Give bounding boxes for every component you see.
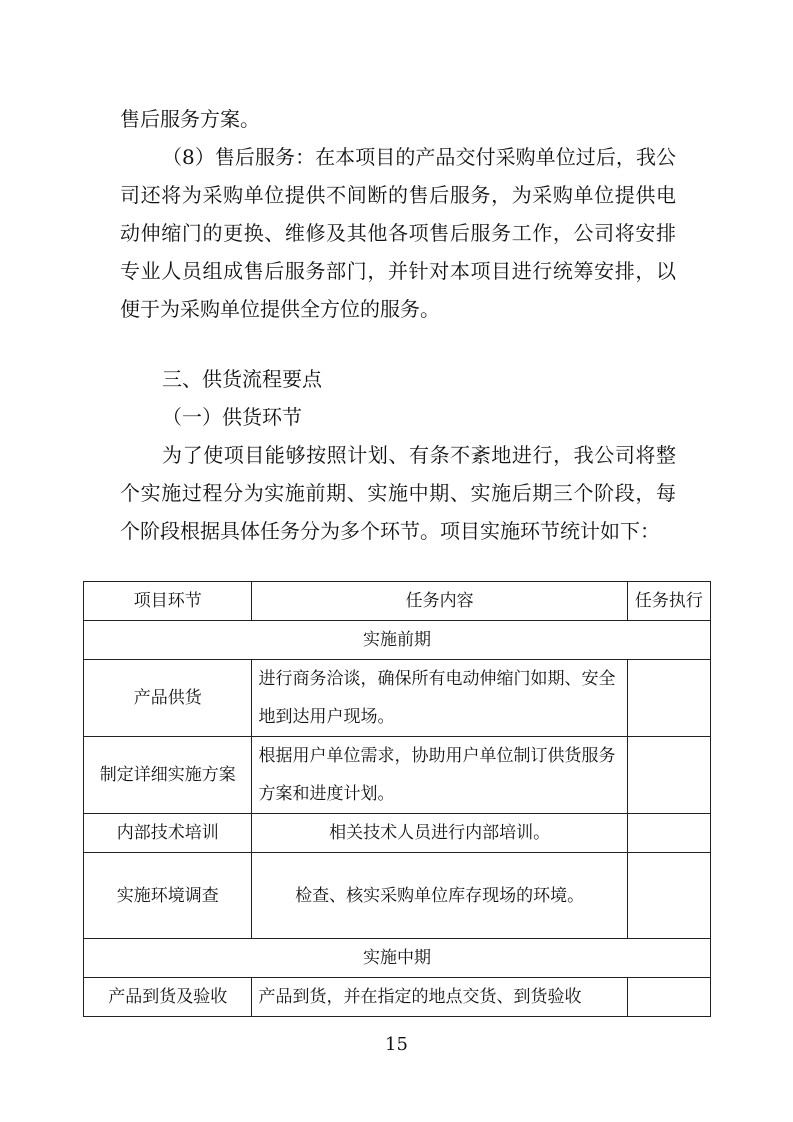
after-sales-paragraph: （8）售后服务：在本项目的产品交付采购单位过后，我公司还将为采购单位提供不间断的售后服务，为采购单位提供电动伸缩门的更换、维修及其他各项售后服务工作，公司将安排专业人员组成售后服务部门，并针对本项目进行统筹安排，以便于为采购单位提供全方位的服务。 xyxy=(120,145,676,321)
table-row xyxy=(84,978,711,1017)
section-heading: 三、供货流程要点 xyxy=(162,367,322,391)
row-content: 产品到货，并在指定的地点交货、到货验收 xyxy=(252,978,627,1017)
supply-paragraph: 为了使项目能够按照计划、有条不紊地进行，我公司将整个实施过程分为实施前期、实施中期、实施后期三个阶段，每个阶段根据具体任务分为多个环节。项目实施环节统计如下： xyxy=(120,443,676,543)
table-row xyxy=(84,737,711,814)
row-stage: 内部技术培训 xyxy=(84,814,252,853)
row-content: 相关技术人员进行内部培训。 xyxy=(252,814,627,853)
row-exec xyxy=(627,853,710,939)
header-stage: 项目环节 xyxy=(84,582,252,621)
row-stage: 产品到货及验收 xyxy=(84,978,252,1017)
row-stage: 实施环境调查 xyxy=(84,853,252,939)
table-row xyxy=(84,660,711,737)
table-row xyxy=(84,853,711,939)
table-header-row xyxy=(84,582,711,621)
row-content: 检查、核实采购单位库存现场的环境。 xyxy=(252,853,627,939)
phase-row xyxy=(84,621,711,660)
header-exec: 任务执行 xyxy=(627,582,710,621)
row-exec xyxy=(627,660,710,737)
phase-label: 实施中期 xyxy=(84,939,711,978)
table-row xyxy=(84,814,711,853)
header-content: 任务内容 xyxy=(252,582,627,621)
row-content: 进行商务洽谈，确保所有电动伸缩门如期、安全地到达用户现场。 xyxy=(252,660,627,737)
phase-label: 实施前期 xyxy=(84,621,711,660)
row-stage: 制定详细实施方案 xyxy=(84,737,252,814)
page-number: 15 xyxy=(385,1034,408,1055)
row-exec xyxy=(627,814,710,853)
row-exec xyxy=(627,978,710,1017)
intro-fragment: 售后服务方案。 xyxy=(120,107,260,131)
implementation-table xyxy=(83,581,711,1017)
subsection-heading: （一）供货环节 xyxy=(162,405,302,429)
phase-row xyxy=(84,939,711,978)
row-content: 根据用户单位需求，协助用户单位制订供货服务方案和进度计划。 xyxy=(252,737,627,814)
row-stage: 产品供货 xyxy=(84,660,252,737)
row-exec xyxy=(627,737,710,814)
